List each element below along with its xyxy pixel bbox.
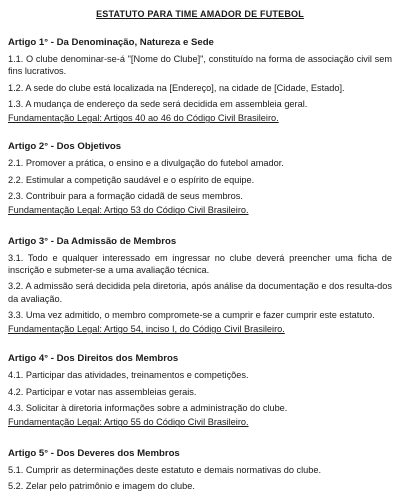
clause-4-3: 4.3. Solicitar à diretoria informações sobre a administração do clube. (8, 403, 288, 414)
article-heading: Artigo 1° - Da Denominação, Natureza e Sede (8, 37, 214, 48)
legal-basis: Fundamentação Legal: Artigos 40 ao 46 do Código Civil Brasileiro. (8, 113, 279, 124)
article-heading: Artigo 5° - Dos Deveres dos Membros (8, 447, 180, 459)
clause-5-2: 5.2. Zelar pelo patrimônio e imagem do clube. (8, 480, 195, 491)
clause-3-1: 3.1. Todo e qualquer interessado em ingressar no clube deverá preencher uma ficha de inscrição e submeter-se a uma avaliação técnica. (8, 252, 392, 275)
article-3 (8, 236, 392, 336)
clause-4-2: 4.2. Participar e votar nas assembleias gerais. (8, 386, 197, 397)
clause-4-1: 4.1. Participar das atividades, treinamentos e competições. (8, 370, 249, 381)
clause-2-2: 2.2. Estimular a competição saudável e o espírito de equipe. (8, 174, 255, 185)
article-4 (8, 353, 392, 428)
clause-2-1: 2.1. Promover a prática, o ensino e a divulgação do futebol amador. (8, 158, 284, 169)
document-title: ESTATUTO PARA TIME AMADOR DE FUTEBOL (96, 9, 304, 19)
article-heading: Artigo 3° - Da Admissão de Membros (8, 235, 177, 247)
legal-basis: Fundamentação Legal: Artigo 53 do Código Civil Brasileiro. (8, 205, 249, 216)
legal-basis: Fundamentação Legal: Artigo 55 do Código Civil Brasileiro. (8, 417, 249, 428)
article-1 (8, 37, 392, 124)
article-heading: Artigo 4° - Dos Direitos dos Membros (8, 353, 179, 365)
clause-3-3: 3.3. Uma vez admitido, o membro compromete-se a cumprir e fazer cumprir este estatuto. (8, 309, 375, 320)
article-5 (8, 448, 392, 493)
clause-5-1: 5.1. Cumprir as determinações deste estatuto e demais normativas do clube. (8, 464, 322, 475)
article-2 (8, 141, 392, 216)
clause-1-2: 1.2. A sede do clube está localizada na [Endereço], na cidade de [Cidade, Estado]. (8, 82, 345, 93)
clause-1-3: 1.3. A mudança de endereço da sede será decidida em assembleia geral. (8, 98, 308, 109)
clause-1-1: 1.1. O clube denominar-se-á "[Nome do Clube]", constituído na forma de associação civil sem fins lucrativos. (8, 54, 392, 77)
legal-basis: Fundamentação Legal: Artigo 54, inciso I, do Código Civil Brasileiro. (8, 324, 285, 335)
article-heading: Artigo 2° - Dos Objetivos (8, 141, 122, 153)
clause-3-2: 3.2. A admissão será decidida pela diretoria, após análise da documentação e dos resulta-dos da avaliação. (8, 281, 392, 304)
clause-2-3: 2.3. Contribuir para a formação cidadã de seus membros. (8, 191, 243, 202)
